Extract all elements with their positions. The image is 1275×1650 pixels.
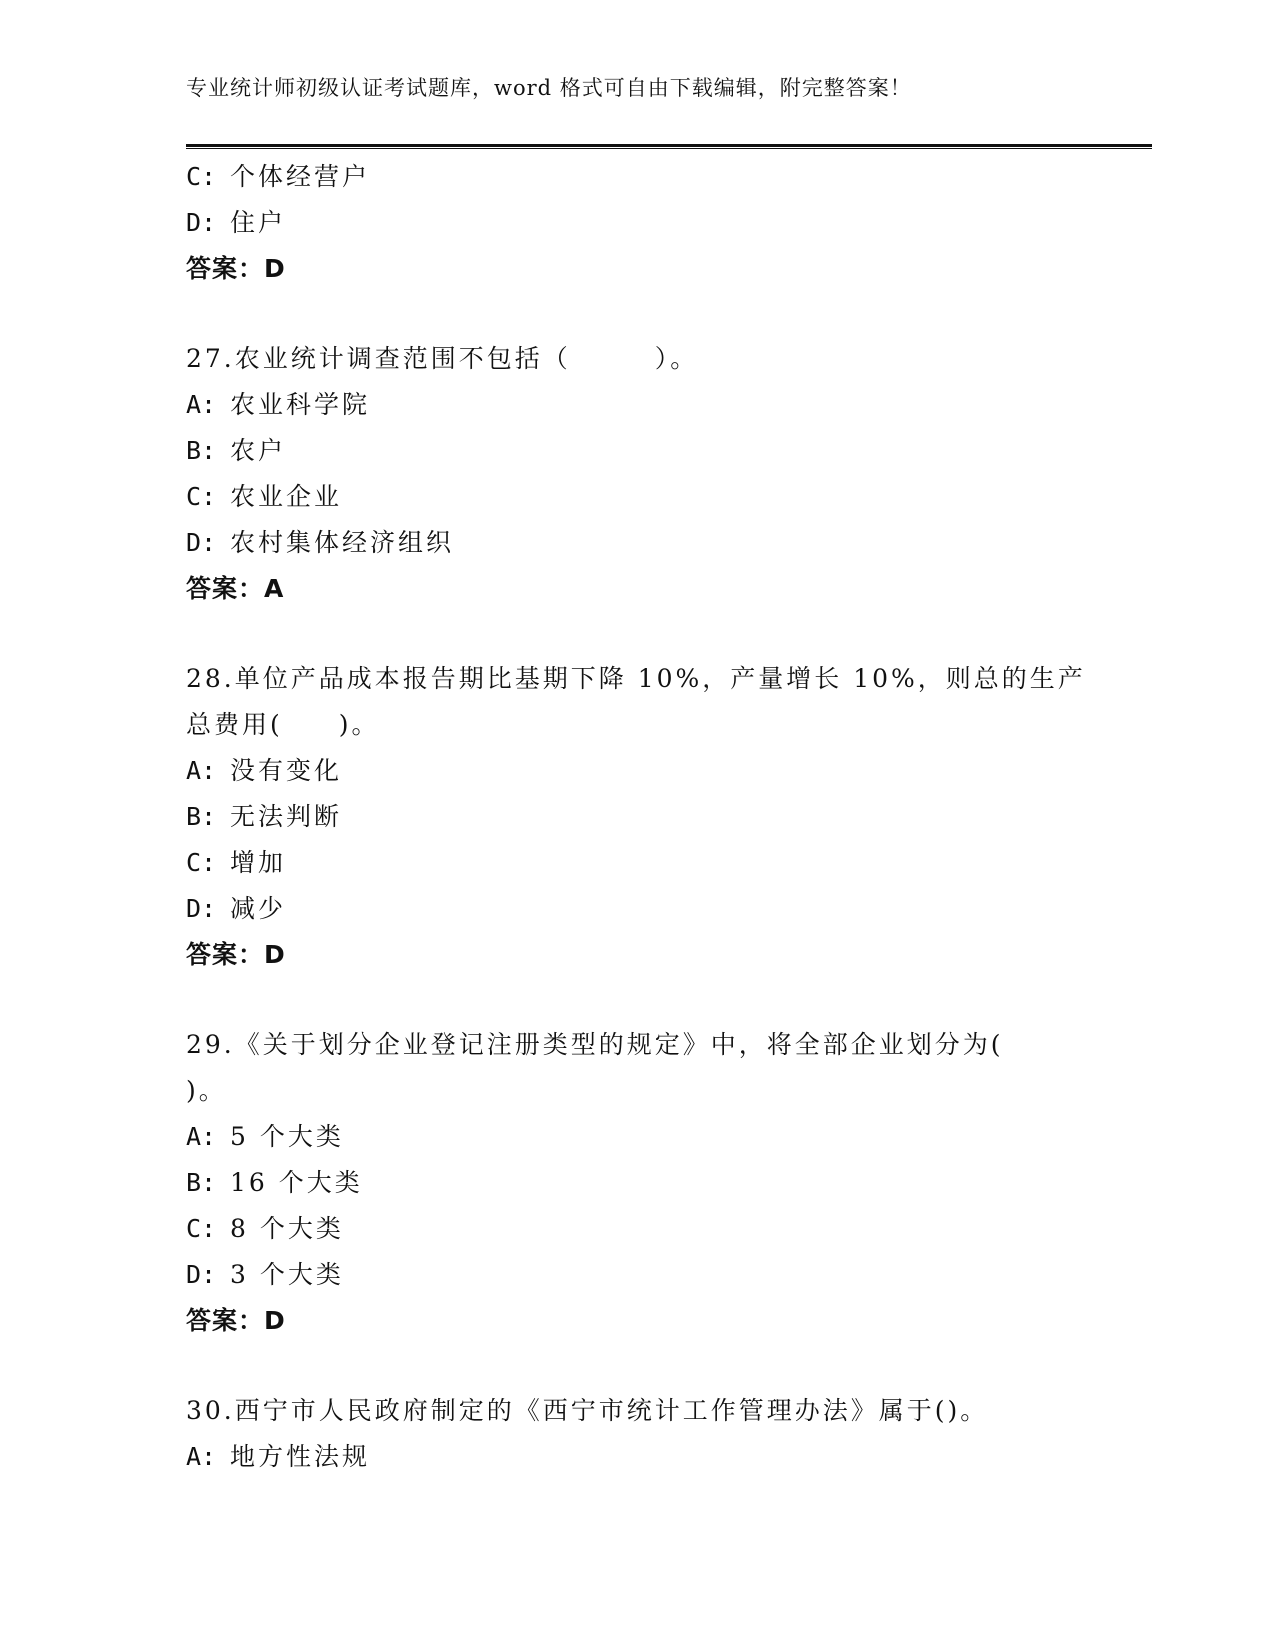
option-a xyxy=(186,1114,1086,1160)
option-label: B: xyxy=(186,1168,217,1197)
question-stem-line-2: )。 xyxy=(186,1076,227,1105)
option-label: B: xyxy=(186,802,217,831)
answer: 答案：D xyxy=(186,1306,286,1335)
option-d xyxy=(186,200,1086,246)
question-stem-line-1: 29.《关于划分企业登记注册类型的规定》中，将全部企业划分为( xyxy=(186,1030,1004,1059)
option-b xyxy=(186,1160,1086,1206)
question-stem-line-1: 28.单位产品成本报告期比基期下降 10%，产量增长 10%，则总的生产 xyxy=(186,664,1086,693)
option-b xyxy=(186,794,1086,840)
option-c xyxy=(186,154,1086,200)
option-label: D: xyxy=(186,528,217,557)
option-label: D: xyxy=(186,208,217,237)
question-28 xyxy=(186,656,1086,978)
option-d xyxy=(186,886,1086,932)
spacer xyxy=(186,612,1086,656)
option-text: 3 个大类 xyxy=(230,1260,344,1289)
option-label: A: xyxy=(186,1122,217,1151)
question-30 xyxy=(186,1388,1086,1480)
option-text: 农户 xyxy=(230,436,287,465)
header-divider-thick xyxy=(186,144,1152,147)
option-text: 农业科学院 xyxy=(230,390,371,419)
option-text: 无法判断 xyxy=(230,802,343,831)
option-label: C: xyxy=(186,1214,217,1243)
option-text: 农业企业 xyxy=(230,482,343,511)
question-stem-line-2: 总费用( )。 xyxy=(186,710,380,739)
option-c xyxy=(186,840,1086,886)
question-27 xyxy=(186,336,1086,612)
question-26-continued xyxy=(186,154,1086,292)
answer: 答案：A xyxy=(186,574,285,603)
option-c xyxy=(186,474,1086,520)
header-divider xyxy=(186,144,1152,150)
question-list xyxy=(186,154,1086,1480)
option-text: 农村集体经济组织 xyxy=(230,528,455,557)
page-header: 专业统计师初级认证考试题库，word 格式可自由下载编辑，附完整答案！ xyxy=(186,76,912,100)
option-text: 16 个大类 xyxy=(230,1168,363,1197)
spacer xyxy=(186,978,1086,1022)
option-label: A: xyxy=(186,756,217,785)
option-text: 5 个大类 xyxy=(230,1122,344,1151)
spacer xyxy=(186,292,1086,336)
header-divider-thin xyxy=(186,148,1152,149)
option-label: A: xyxy=(186,1442,217,1471)
option-a xyxy=(186,382,1086,428)
option-c xyxy=(186,1206,1086,1252)
option-label: C: xyxy=(186,848,217,877)
answer: 答案：D xyxy=(186,940,286,969)
option-label: D: xyxy=(186,894,217,923)
option-b xyxy=(186,428,1086,474)
question-stem: 30.西宁市人民政府制定的《西宁市统计工作管理办法》属于()。 xyxy=(186,1396,989,1425)
question-29 xyxy=(186,1022,1086,1344)
option-text: 8 个大类 xyxy=(230,1214,344,1243)
option-d xyxy=(186,1252,1086,1298)
spacer xyxy=(186,1344,1086,1388)
option-text: 地方性法规 xyxy=(230,1442,371,1471)
option-text: 住户 xyxy=(230,208,287,237)
option-a xyxy=(186,748,1086,794)
option-label: C: xyxy=(186,162,217,191)
option-label: C: xyxy=(186,482,217,511)
option-label: B: xyxy=(186,436,217,465)
option-text: 没有变化 xyxy=(230,756,343,785)
option-text: 减少 xyxy=(230,894,287,923)
answer: 答案：D xyxy=(186,254,286,283)
option-d xyxy=(186,520,1086,566)
option-a xyxy=(186,1434,1086,1480)
option-label: D: xyxy=(186,1260,217,1289)
option-text: 增加 xyxy=(230,848,287,877)
option-text: 个体经营户 xyxy=(230,162,371,191)
option-label: A: xyxy=(186,390,217,419)
question-stem: 27.农业统计调查范围不包括（ ）。 xyxy=(186,344,699,373)
